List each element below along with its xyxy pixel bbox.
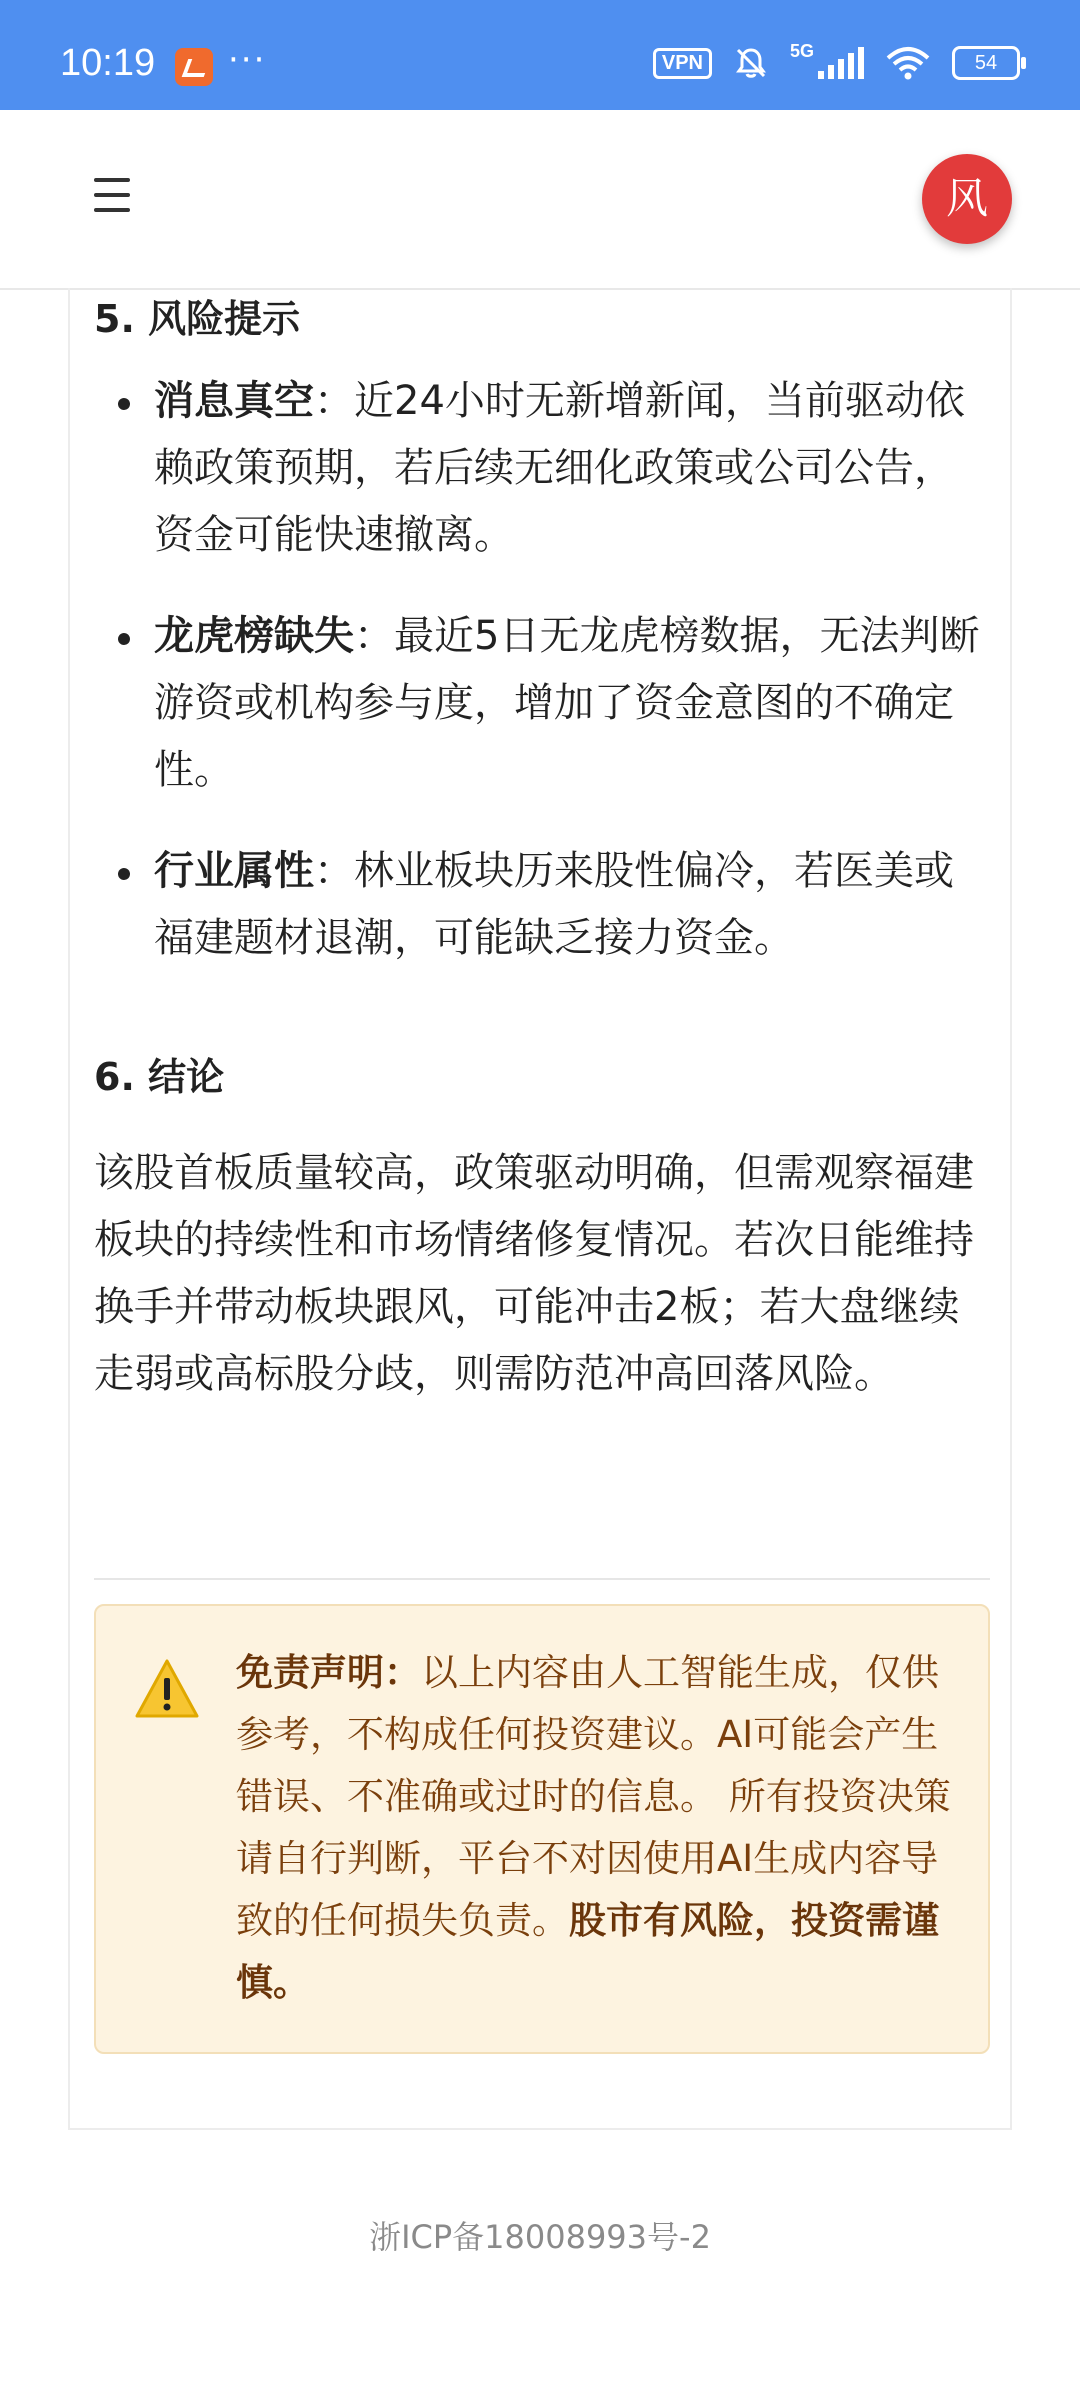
wifi-icon xyxy=(886,46,930,80)
section-title-risk: 5. 风险提示 xyxy=(94,297,301,341)
more-notifications-icon: ··· xyxy=(228,40,267,80)
avatar[interactable]: 风 xyxy=(922,154,1012,244)
disclaimer-label: 免责声明： xyxy=(236,1651,421,1694)
icp-footer[interactable]: 浙ICP备18008993号-2 xyxy=(369,2218,711,2256)
risk-list xyxy=(70,368,1014,1006)
bell-muted-icon xyxy=(734,46,768,80)
battery-icon: 54 xyxy=(952,46,1020,80)
conclusion-text: 该股首板质量较高，政策驱动明确，但需观察福建板块的持续性和市场情绪修复情况。若次日能维持换手并带动板块跟风，可能冲击2板；若大盘继续走弱或高标股分歧，则需防范冲高回落风险。 xyxy=(94,1150,974,1397)
risk-text: 最近5日无龙虎榜数据，无法判断游资或机构参与度，增加了资金意图的不确定性。 xyxy=(154,613,980,793)
risk-text: 林业板块历来股性偏冷，若医美或福建题材退潮，可能缺乏接力资金。 xyxy=(154,848,954,961)
risk-term: 行业属性 xyxy=(154,848,314,894)
risk-term: 龙虎榜缺失 xyxy=(154,613,354,659)
signal-icon xyxy=(818,47,864,79)
status-bar xyxy=(0,0,1080,110)
vpn-icon: VPN xyxy=(653,48,712,79)
divider xyxy=(94,1578,990,1580)
warning-icon xyxy=(134,1658,200,1720)
disclaimer-text xyxy=(236,1642,956,2014)
analysis-card xyxy=(68,288,1012,2130)
menu-icon[interactable] xyxy=(94,178,130,214)
disclaimer-box xyxy=(94,1604,990,2054)
disclaimer-emphasis: 股市有风险，投资需谨慎。 xyxy=(236,1899,939,2004)
list-item xyxy=(70,838,1014,972)
app-notification-icon xyxy=(175,48,213,86)
risk-separator: ： xyxy=(354,613,394,659)
risk-text: 近24小时无新增新闻，当前驱动依赖政策预期，若后续无细化政策或公司公告，资金可能快速撤离。 xyxy=(154,378,965,558)
risk-term: 消息真空 xyxy=(154,378,314,424)
risk-separator: ： xyxy=(314,378,354,424)
list-item xyxy=(70,368,1014,569)
status-time: 10:19 xyxy=(60,42,156,84)
section-title-conclusion: 6. 结论 xyxy=(94,1055,225,1099)
network-type-label: 5G xyxy=(789,40,814,61)
disclaimer-body: 以上内容由人工智能生成，仅供参考，不构成任何投资建议。AI可能会产生错误、不准确或过时的信息。 所有投资决策请自行判断，平台不对因使用AI生成内容导致的任何损失负责。 xyxy=(236,1651,951,1942)
risk-separator: ： xyxy=(314,848,354,894)
list-item xyxy=(70,603,1014,804)
app-header xyxy=(0,110,1080,290)
